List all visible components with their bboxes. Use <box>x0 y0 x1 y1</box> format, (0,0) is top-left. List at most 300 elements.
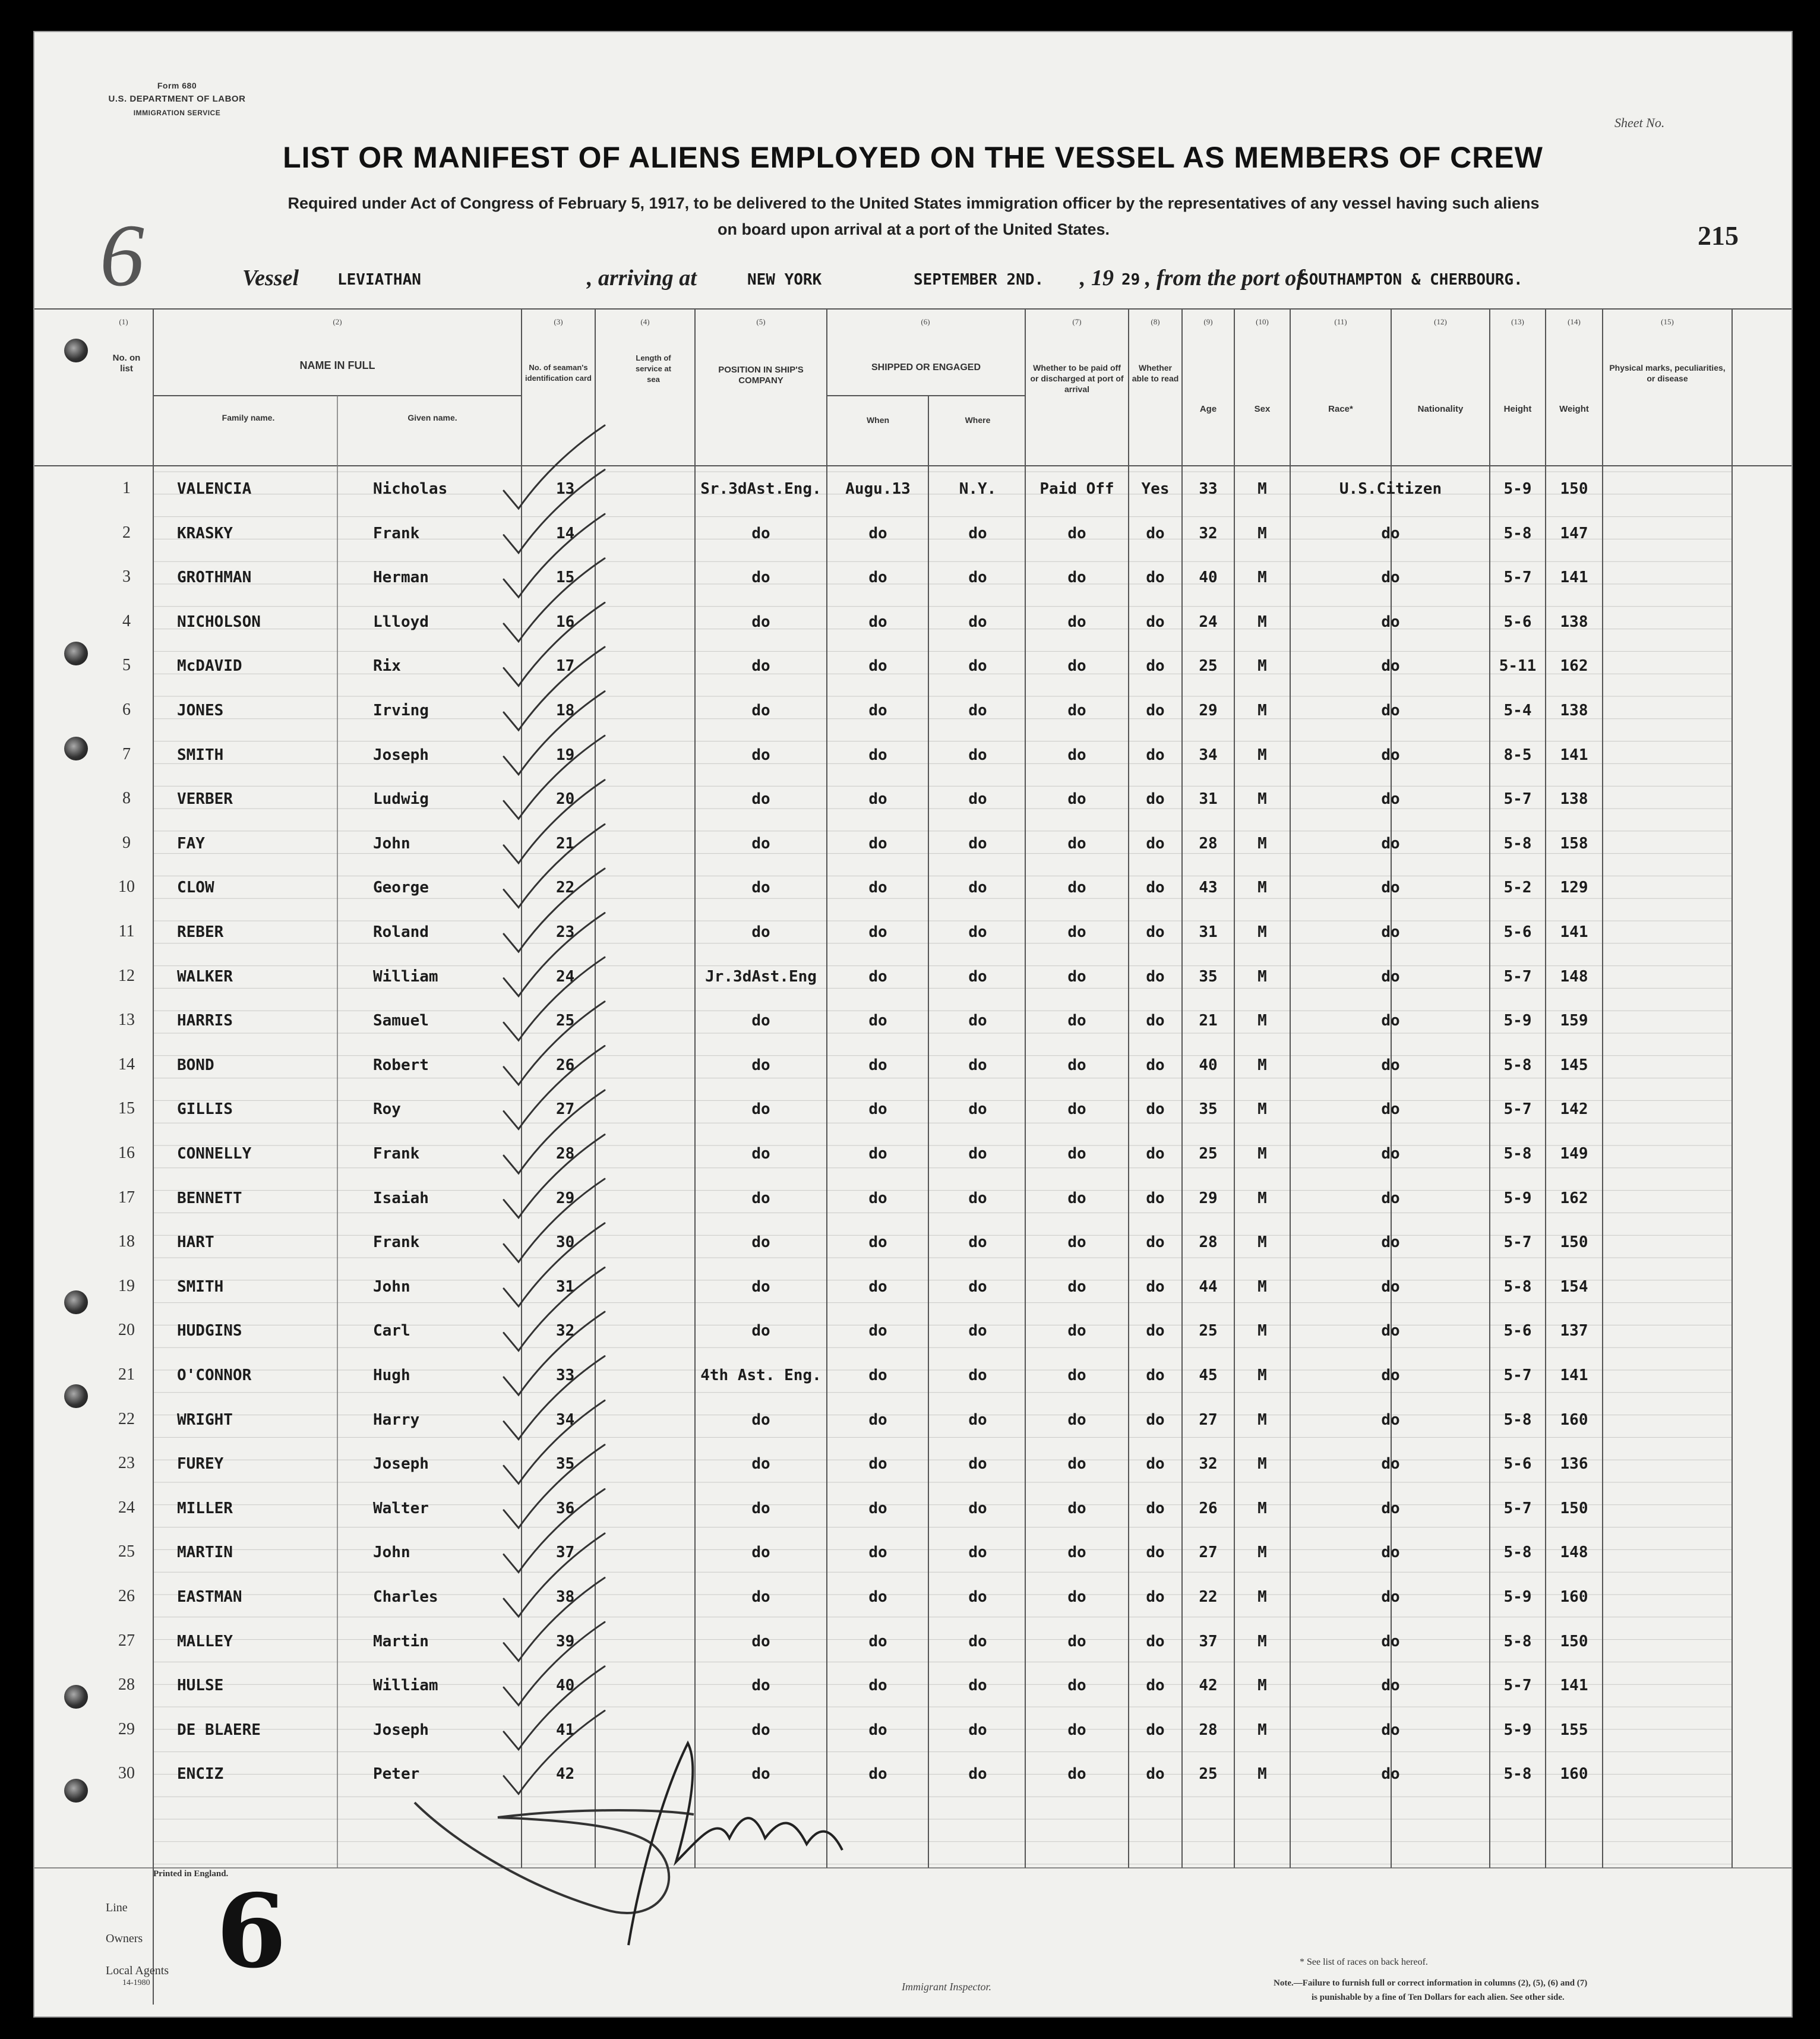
family-name: FUREY <box>177 1455 224 1473</box>
check-mark <box>504 1578 605 1661</box>
height: 8-5 <box>1503 746 1532 764</box>
weight: 141 <box>1560 746 1588 764</box>
race: do <box>1381 657 1400 676</box>
vessel-label: Vessel <box>242 266 299 291</box>
shipped-when: do <box>868 746 887 764</box>
given-name: Herman <box>373 569 429 587</box>
age: 34 <box>1199 746 1218 764</box>
height: 5-2 <box>1503 879 1532 897</box>
weight: 138 <box>1560 613 1588 631</box>
height: 5-8 <box>1503 834 1532 853</box>
sex: M <box>1257 569 1267 587</box>
age: 25 <box>1199 657 1218 676</box>
position: Jr.3dAst.Eng <box>705 967 817 986</box>
race: do <box>1381 1366 1400 1384</box>
shipped-where: do <box>968 1588 987 1606</box>
paid-off: do <box>1067 1455 1086 1473</box>
sex: M <box>1257 790 1267 809</box>
shipped-where: do <box>968 879 987 897</box>
given-name: Joseph <box>373 746 429 764</box>
check-mark <box>504 692 605 775</box>
race: do <box>1381 1721 1400 1739</box>
given-name: Samuel <box>373 1012 429 1030</box>
card-number: 38 <box>556 1588 575 1606</box>
shipped-when: do <box>868 1012 887 1030</box>
paid-off: do <box>1067 1499 1086 1517</box>
shipped-when: do <box>868 702 887 719</box>
age: 35 <box>1199 1100 1218 1119</box>
race: do <box>1381 790 1400 809</box>
check-mark <box>504 647 605 730</box>
race-note: * See list of races on back hereof. <box>1300 1957 1428 1967</box>
race: U.S.Citizen <box>1339 480 1442 498</box>
height: 5-7 <box>1503 569 1532 587</box>
shipped-where: do <box>968 524 987 542</box>
year: 29 <box>1121 271 1140 289</box>
card-number: 13 <box>556 480 575 498</box>
able-to-read: do <box>1146 1366 1165 1384</box>
shipped-where: do <box>968 1366 987 1384</box>
card-number: 31 <box>556 1277 575 1296</box>
shipped-when: do <box>868 834 887 853</box>
family-name: WALKER <box>177 967 233 986</box>
paid-off: do <box>1067 1189 1086 1207</box>
paid-off: do <box>1067 1145 1086 1163</box>
col-11-number: (11) <box>1334 317 1347 326</box>
height: 5-7 <box>1503 1499 1532 1517</box>
given-name: Martin <box>373 1632 429 1650</box>
able-to-read: do <box>1146 967 1165 986</box>
race: do <box>1381 702 1400 719</box>
col-3-header: No. of seaman's identification card <box>525 363 592 383</box>
shipped-when: do <box>868 1145 887 1163</box>
vessel-name: LEVIATHAN <box>337 271 421 289</box>
row-number: 16 <box>118 1144 135 1162</box>
family-name: GILLIS <box>177 1100 233 1119</box>
age: 25 <box>1199 1145 1218 1163</box>
weight: 142 <box>1560 1100 1588 1119</box>
family-name: CLOW <box>177 879 214 897</box>
sex: M <box>1257 1277 1267 1296</box>
form-code: 14-1980 <box>122 1978 150 1987</box>
age: 28 <box>1199 834 1218 853</box>
line-label: Line <box>106 1901 128 1914</box>
given-name: Roy <box>373 1100 401 1119</box>
sex: M <box>1257 1012 1267 1030</box>
height: 5-9 <box>1503 1721 1532 1739</box>
given-name: William <box>373 967 438 986</box>
family-name: GROTHMAN <box>177 569 252 587</box>
row-number: 13 <box>118 1011 135 1030</box>
race: do <box>1381 1588 1400 1606</box>
able-to-read: do <box>1146 1544 1165 1562</box>
able-to-read: do <box>1146 1056 1165 1074</box>
col-9-header: Age <box>1199 404 1217 414</box>
card-number: 16 <box>556 613 575 631</box>
weight: 160 <box>1560 1765 1588 1784</box>
sex: M <box>1257 1100 1267 1119</box>
position: do <box>751 1588 770 1606</box>
check-mark <box>504 1400 605 1484</box>
card-number: 21 <box>556 834 575 853</box>
position: do <box>751 746 770 764</box>
col-2-given: Given name. <box>407 413 457 422</box>
check-mark <box>504 780 605 863</box>
shipped-when: do <box>868 1765 887 1784</box>
shipped-where: do <box>968 1233 987 1252</box>
race: do <box>1381 1765 1400 1784</box>
sex: M <box>1257 834 1267 853</box>
family-name: SMITH <box>177 746 224 764</box>
able-to-read: do <box>1146 1012 1165 1030</box>
sex: M <box>1257 1721 1267 1739</box>
arriving-label: , arriving at <box>587 266 697 291</box>
weight: 150 <box>1560 1632 1588 1650</box>
family-name: WRIGHT <box>177 1410 233 1429</box>
race: do <box>1381 746 1400 764</box>
height: 5-7 <box>1503 790 1532 809</box>
given-name: John <box>373 834 410 853</box>
able-to-read: do <box>1146 879 1165 897</box>
race: do <box>1381 613 1400 631</box>
age: 29 <box>1199 1189 1218 1207</box>
shipped-where: do <box>968 702 987 719</box>
card-number: 26 <box>556 1056 575 1074</box>
row-number: 8 <box>122 789 131 808</box>
row-number: 23 <box>118 1454 135 1473</box>
given-name: John <box>373 1544 410 1562</box>
given-name: Carl <box>373 1322 410 1340</box>
check-mark <box>504 1090 605 1173</box>
row-number: 21 <box>118 1365 135 1384</box>
able-to-read: do <box>1146 1189 1165 1207</box>
position: do <box>751 702 770 719</box>
position: do <box>751 1277 770 1296</box>
race: do <box>1381 1455 1400 1473</box>
card-number: 19 <box>556 746 575 764</box>
check-mark <box>504 470 605 553</box>
sex: M <box>1257 1410 1267 1429</box>
weight: 159 <box>1560 1012 1588 1030</box>
race: do <box>1381 1100 1400 1119</box>
given-name: John <box>373 1277 410 1296</box>
position: do <box>751 524 770 542</box>
col-15-number: (15) <box>1661 317 1674 326</box>
height: 5-6 <box>1503 1322 1532 1340</box>
subtitle-line-2: on board upon arrival at a port of the United States. <box>717 220 1110 238</box>
weight: 148 <box>1560 1544 1588 1562</box>
shipped-where: do <box>968 967 987 986</box>
row-number: 18 <box>118 1232 135 1251</box>
age: 22 <box>1199 1588 1218 1606</box>
weight: 150 <box>1560 480 1588 498</box>
given-name: Walter <box>373 1499 429 1517</box>
shipped-where: do <box>968 1145 987 1163</box>
race: do <box>1381 1632 1400 1650</box>
shipped-when: do <box>868 923 887 941</box>
able-to-read: do <box>1146 923 1165 941</box>
given-name: Joseph <box>373 1721 429 1739</box>
check-mark <box>504 913 605 996</box>
paid-off: do <box>1067 1765 1086 1784</box>
able-to-read: do <box>1146 657 1165 676</box>
able-to-read: do <box>1146 1233 1165 1252</box>
weight: 137 <box>1560 1322 1588 1340</box>
paid-off: do <box>1067 1544 1086 1562</box>
manifest-sheet <box>33 31 1793 2018</box>
height: 5-6 <box>1503 1455 1532 1473</box>
height: 5-4 <box>1503 702 1532 719</box>
shipped-when: do <box>868 1455 887 1473</box>
weight: 160 <box>1560 1410 1588 1429</box>
paid-off: do <box>1067 1632 1086 1650</box>
shipped-where: do <box>968 613 987 631</box>
age: 43 <box>1199 879 1218 897</box>
col-1-header: No. on list <box>112 353 141 374</box>
position: do <box>751 1012 770 1030</box>
check-mark <box>504 425 605 509</box>
weight: 129 <box>1560 879 1588 897</box>
race: do <box>1381 923 1400 941</box>
check-mark <box>504 1046 605 1129</box>
able-to-read: do <box>1146 1499 1165 1517</box>
shipped-when: do <box>868 967 887 986</box>
check-mark <box>504 602 605 686</box>
row-number: 9 <box>122 833 131 852</box>
family-name: BENNETT <box>177 1189 242 1207</box>
race: do <box>1381 1145 1400 1163</box>
row-number: 1 <box>122 479 131 497</box>
given-name: Peter <box>373 1765 420 1784</box>
position: do <box>751 790 770 809</box>
weight: 155 <box>1560 1721 1588 1739</box>
row-number: 14 <box>118 1055 135 1074</box>
position: do <box>751 1145 770 1163</box>
height: 5-8 <box>1503 1544 1532 1562</box>
weight: 154 <box>1560 1277 1588 1296</box>
family-name: HART <box>177 1233 214 1252</box>
sex: M <box>1257 1233 1267 1252</box>
row-number: 3 <box>122 567 131 586</box>
given-name: Rix <box>373 657 401 676</box>
family-name: KRASKY <box>177 524 233 542</box>
sex: M <box>1257 1544 1267 1562</box>
position: do <box>751 1632 770 1650</box>
age: 28 <box>1199 1721 1218 1739</box>
binder-hole <box>64 1685 88 1709</box>
shipped-where: do <box>968 1410 987 1429</box>
card-number: 17 <box>556 657 575 676</box>
age: 42 <box>1199 1677 1218 1695</box>
check-mark <box>504 1710 605 1794</box>
shipped-where: do <box>968 834 987 853</box>
shipped-when: do <box>868 657 887 676</box>
weight: 138 <box>1560 790 1588 809</box>
family-name: REBER <box>177 923 224 941</box>
shipped-when: do <box>868 1277 887 1296</box>
signature-stroke <box>628 1743 842 1945</box>
col-6-header: SHIPPED OR ENGAGED <box>871 362 981 373</box>
sex: M <box>1257 1056 1267 1074</box>
height: 5-9 <box>1503 1189 1532 1207</box>
check-mark <box>504 736 605 819</box>
row-number: 4 <box>122 611 131 630</box>
height: 5-7 <box>1503 1677 1532 1695</box>
given-name: Charles <box>373 1588 438 1606</box>
card-number: 27 <box>556 1100 575 1119</box>
shipped-where: do <box>968 1322 987 1340</box>
shipped-when: Augu.13 <box>845 480 911 498</box>
card-number: 32 <box>556 1322 575 1340</box>
able-to-read: do <box>1146 524 1165 542</box>
height: 5-9 <box>1503 1588 1532 1606</box>
paid-off: do <box>1067 1366 1086 1384</box>
family-name: BOND <box>177 1056 214 1074</box>
given-name: Harry <box>373 1410 420 1429</box>
margin-number: 6 <box>100 206 144 305</box>
position: Sr.3dAst.Eng. <box>700 480 821 498</box>
sex: M <box>1257 1322 1267 1340</box>
shipped-when: do <box>868 569 887 587</box>
able-to-read: do <box>1146 1721 1165 1739</box>
check-mark <box>504 1002 605 1085</box>
row-number: 2 <box>122 523 131 542</box>
card-number: 25 <box>556 1012 575 1030</box>
row-number: 28 <box>118 1675 135 1694</box>
paid-off: do <box>1067 1100 1086 1119</box>
sex: M <box>1257 1588 1267 1606</box>
position: do <box>751 834 770 853</box>
shipped-where: do <box>968 1189 987 1207</box>
sex: M <box>1257 1455 1267 1473</box>
shipped-where: do <box>968 923 987 941</box>
given-name: Roland <box>373 923 429 941</box>
race: do <box>1381 834 1400 853</box>
shipped-when: do <box>868 613 887 631</box>
row-number: 22 <box>118 1409 135 1428</box>
age: 37 <box>1199 1632 1218 1650</box>
card-number: 39 <box>556 1632 575 1650</box>
shipped-where: do <box>968 1056 987 1074</box>
col-8-header: Whether able to read <box>1132 363 1179 383</box>
sex: M <box>1257 1189 1267 1207</box>
able-to-read: do <box>1146 1145 1165 1163</box>
weight: 141 <box>1560 1366 1588 1384</box>
row-number: 5 <box>122 656 131 675</box>
age: 40 <box>1199 1056 1218 1074</box>
age: 24 <box>1199 613 1218 631</box>
department: U.S. DEPARTMENT OF LABOR <box>108 94 246 104</box>
sex: M <box>1257 1366 1267 1384</box>
check-mark <box>504 869 605 952</box>
from-port: SOUTHAMPTON & CHERBOURG. <box>1300 271 1523 289</box>
paid-off: do <box>1067 613 1086 631</box>
signature-flourish <box>415 1803 694 1913</box>
position: do <box>751 879 770 897</box>
sex: M <box>1257 1632 1267 1650</box>
age: 29 <box>1199 702 1218 719</box>
age: 26 <box>1199 1499 1218 1517</box>
race: do <box>1381 524 1400 542</box>
card-number: 20 <box>556 790 575 809</box>
sex: M <box>1257 613 1267 631</box>
family-name: VERBER <box>177 790 233 809</box>
race: do <box>1381 1189 1400 1207</box>
col-6-number: (6) <box>921 317 930 326</box>
inspector-label: Immigrant Inspector. <box>902 1981 991 1993</box>
race: do <box>1381 1056 1400 1074</box>
card-number: 34 <box>556 1410 575 1429</box>
given-name: Robert <box>373 1056 429 1074</box>
shipped-when: do <box>868 1056 887 1074</box>
col-7-header: Whether to be paid off or discharged at port of arrival <box>1030 363 1124 394</box>
weight: 141 <box>1560 923 1588 941</box>
col-8-number: (8) <box>1151 317 1160 326</box>
weight: 158 <box>1560 834 1588 853</box>
height: 5-7 <box>1503 1233 1532 1252</box>
age: 31 <box>1199 790 1218 809</box>
shipped-when: do <box>868 790 887 809</box>
check-mark <box>504 1179 605 1262</box>
card-number: 28 <box>556 1145 575 1163</box>
family-name: SMITH <box>177 1277 224 1296</box>
page-title: LIST OR MANIFEST OF ALIENS EMPLOYED ON THE VESSEL AS MEMBERS OF CREW <box>283 141 1543 174</box>
handwritten-marks <box>34 32 1791 2016</box>
sex: M <box>1257 524 1267 542</box>
age: 27 <box>1199 1544 1218 1562</box>
service: IMMIGRATION SERVICE <box>133 109 221 117</box>
shipped-when: do <box>868 1100 887 1119</box>
row-number: 6 <box>122 700 131 719</box>
age: 25 <box>1199 1765 1218 1784</box>
given-name: Isaiah <box>373 1189 429 1207</box>
check-mark <box>504 957 605 1040</box>
position: do <box>751 1721 770 1739</box>
paid-off: do <box>1067 1677 1086 1695</box>
able-to-read: do <box>1146 1765 1165 1784</box>
paid-off: do <box>1067 1233 1086 1252</box>
age: 32 <box>1199 1455 1218 1473</box>
card-number: 15 <box>556 569 575 587</box>
height: 5-8 <box>1503 1277 1532 1296</box>
height: 5-8 <box>1503 524 1532 542</box>
col-6-where: Where <box>965 415 991 425</box>
row-number: 11 <box>118 922 135 940</box>
note-line-1: Note.—Failure to furnish full or correct information in columns (2), (5), (6) and (7) <box>1274 1978 1588 1988</box>
sex: M <box>1257 657 1267 676</box>
form-number: Form 680 <box>157 81 197 90</box>
height: 5-9 <box>1503 1012 1532 1030</box>
family-name: CONNELLY <box>177 1145 252 1163</box>
binder-hole <box>64 339 88 362</box>
position: do <box>751 613 770 631</box>
shipped-where: do <box>968 1721 987 1739</box>
sheet-label: Sheet No. <box>1614 115 1665 130</box>
paid-off: do <box>1067 1588 1086 1606</box>
paid-off: do <box>1067 790 1086 809</box>
shipped-where: do <box>968 1677 987 1695</box>
shipped-when: do <box>868 1721 887 1739</box>
check-mark <box>504 558 605 642</box>
shipped-where: do <box>968 569 987 587</box>
paid-off: do <box>1067 746 1086 764</box>
weight: 148 <box>1560 967 1588 986</box>
paid-off: do <box>1067 967 1086 986</box>
shipped-where: do <box>968 1544 987 1562</box>
shipped-where: do <box>968 1765 987 1784</box>
shipped-when: do <box>868 1588 887 1606</box>
weight: 149 <box>1560 1145 1588 1163</box>
